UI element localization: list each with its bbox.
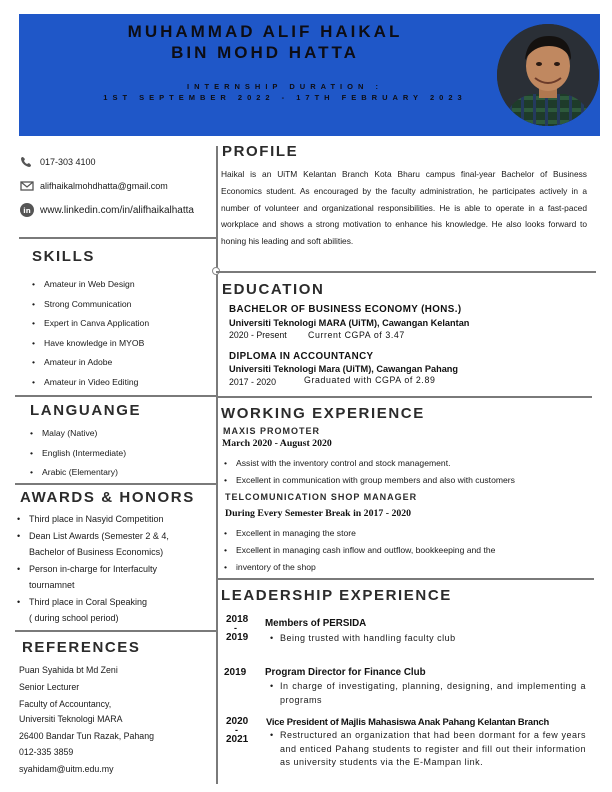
- award-item: • Third place in Nasyid Competition: [15, 511, 169, 528]
- education-cgpa-1: Current CGPA of 3.47: [308, 330, 405, 340]
- leadership-desc-3: • Restructured an organization that had been dormant for a few years and enticed Pahang students to register and fill out their information as university students via the E-Mampan link.: [268, 729, 586, 770]
- job-duty: • Excellent in managing the store: [222, 525, 495, 542]
- email-address: alifhaikalmohdhatta@gmail.com: [40, 181, 168, 191]
- reference-position: Senior Lecturer: [19, 682, 80, 692]
- leadership-desc-2: • In charge of investigating, planning, designing, and implementing a programs: [268, 680, 586, 707]
- leadership-heading: LEADERSHIP EXPERIENCE: [221, 587, 452, 604]
- reference-address: 26400 Bandar Tun Razak, Pahang: [19, 731, 154, 741]
- divider-contact-skills: [19, 237, 216, 239]
- leadership-year-2: 2019: [224, 667, 247, 678]
- contact-phone[interactable]: [20, 156, 96, 168]
- award-item: • Dean List Awards (Semester 2 & 4, Bachelor of Business Economics): [15, 528, 169, 561]
- contact-email[interactable]: [20, 180, 168, 192]
- education-period-2: 2017 - 2020: [229, 377, 276, 387]
- leadership-year-end-1: 2019: [226, 632, 249, 643]
- skill-item: • Strong Communication: [30, 295, 149, 315]
- job-duties-1: [222, 455, 515, 489]
- skills-heading: SKILLS: [32, 248, 95, 265]
- profile-summary: Haikal is an UiTM Kelantan Branch Kota Bharu campus final-year Bachelor of Business Economics student. As encouraged by the faculty administration, he participates actively in a number of volunteer and organizational responsibilities. He is able to operate in a fast-paced workplace and shows a strong motivation to enhance his knowledge. He also looks forward to honing his leading and soft abilities.: [221, 169, 587, 247]
- job-duties-2: [222, 525, 495, 576]
- svg-text:in: in: [23, 207, 31, 215]
- reference-faculty: Faculty of Accountancy,: [19, 699, 112, 709]
- awards-list: [15, 511, 169, 627]
- leadership-role-2: Program Director for Finance Club: [265, 667, 426, 678]
- education-degree-1: BACHELOR OF BUSINESS ECONOMY (HONS.): [229, 304, 462, 315]
- job-period-2: During Every Semester Break in 2017 - 2020: [225, 508, 412, 519]
- job-duty: • Excellent in communication with group members and also with customers: [222, 472, 515, 489]
- mail-icon: [20, 180, 34, 192]
- leadership-year-dash-1: -: [234, 623, 237, 633]
- skill-item: • Expert in Canva Application: [30, 314, 149, 334]
- job-duty: • Assist with the inventory control and stock management.: [222, 455, 515, 472]
- skills-list: [30, 275, 149, 392]
- phone-number: 017-303 4100: [40, 157, 96, 167]
- leadership-year-dash-3: -: [235, 725, 238, 735]
- education-period-1: 2020 - Present: [229, 330, 287, 340]
- skill-item: • Amateur in Video Editing: [30, 373, 149, 393]
- job-title-2: TELCOMUNICATION SHOP MANAGER: [225, 492, 418, 502]
- language-item: • Arabic (Elementary): [28, 463, 126, 483]
- internship-duration-dates: 1ST SEPTEMBER 2022 - 17TH FEBRUARY 2023: [103, 93, 467, 102]
- internship-duration-label: INTERNSHIP DURATION :: [187, 82, 383, 91]
- name-line-1: MUHAMMAD ALIF HAIKAL: [127, 22, 403, 41]
- skill-item: • Have knowledge in MYOB: [30, 334, 149, 354]
- awards-heading: AWARDS & HONORS: [20, 489, 195, 506]
- language-list: [28, 424, 126, 483]
- reference-name: Puan Syahida bt Md Zeni: [19, 665, 118, 675]
- education-university-1: Universiti Teknologi MARA (UiTM), Cawangan Kelantan: [229, 318, 470, 328]
- divider-work-leadership: [216, 578, 594, 580]
- skill-item: • Amateur in Adobe: [30, 353, 149, 373]
- job-title-1: MAXIS PROMOTER: [223, 426, 321, 436]
- leadership-year-end-3: 2021: [226, 734, 249, 745]
- language-heading: LANGUANGE: [30, 402, 142, 419]
- language-item: • Malay (Native): [28, 424, 126, 444]
- reference-university: Universiti Teknologi MARA: [19, 714, 123, 724]
- leadership-desc-1: • Being trusted with handling faculty club: [268, 632, 586, 646]
- divider-awards-references: [15, 630, 216, 632]
- education-heading: EDUCATION: [222, 281, 325, 298]
- leadership-year-start-3: 2020: [226, 716, 249, 727]
- linkedin-icon: [20, 203, 34, 217]
- job-duty: • Excellent in managing cash inflow and outflow, bookkeeping and the: [222, 542, 495, 559]
- name-line-2: BIN MOHD HATTA: [171, 43, 359, 62]
- divider-skills-language: [15, 395, 216, 397]
- leadership-year-start-1: 2018: [226, 614, 249, 625]
- language-item: • English (Intermediate): [28, 444, 126, 464]
- award-item: • Third place in Coral Speaking ( during school period): [15, 594, 169, 627]
- job-period-1: March 2020 - August 2020: [222, 438, 332, 449]
- leadership-role-3: Vice President of Majlis Mahasiswa Anak Pahang Kelantan Branch: [266, 716, 550, 727]
- linkedin-url: www.linkedin.com/in/alifhaikalhatta: [40, 204, 194, 216]
- reference-email: syahidam@uitm.edu.my: [19, 764, 114, 774]
- profile-heading: PROFILE: [222, 143, 299, 160]
- reference-phone: 012-335 3859: [19, 747, 74, 757]
- work-heading: WORKING EXPERIENCE: [221, 405, 425, 422]
- divider-education-work: [216, 396, 592, 398]
- divider-language-awards: [15, 483, 216, 485]
- profile-photo: [497, 24, 599, 126]
- column-divider: [216, 146, 218, 784]
- education-cgpa-2: Graduated with CGPA of 2.89: [304, 375, 436, 385]
- job-duty: • inventory of the shop: [222, 559, 495, 576]
- skill-item: • Amateur in Web Design: [30, 275, 149, 295]
- leadership-role-1: Members of PERSIDA: [265, 618, 367, 629]
- divider-profile-education: [216, 271, 596, 273]
- education-university-2: Universiti Teknologi Mara (UiTM), Cawangan Pahang: [229, 364, 459, 374]
- award-item: • Person in-charge for Interfaculty tournamnet: [15, 561, 169, 594]
- phone-icon: [20, 156, 34, 168]
- education-degree-2: DIPLOMA IN ACCOUNTANCY: [229, 351, 374, 362]
- contact-linkedin[interactable]: [20, 203, 194, 217]
- references-heading: REFERENCES: [22, 639, 141, 656]
